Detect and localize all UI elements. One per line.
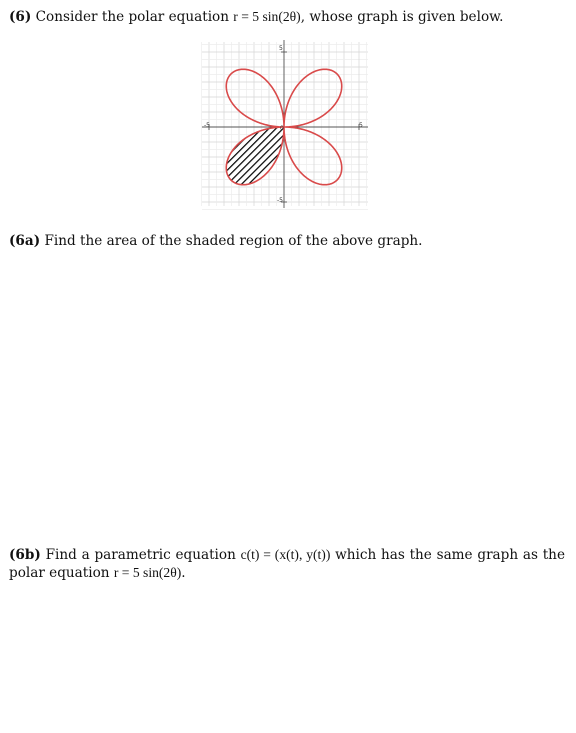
problem-6b-statement [9, 546, 565, 582]
y-pos-label: 5 [279, 45, 283, 52]
polar-graph-svg [198, 36, 374, 210]
problem-6b-equation: r = 5 sin(2θ) [113, 565, 182, 580]
problem-6a-text: Find the area of the shaded region of the above graph. [40, 233, 423, 249]
polar-rose-graph [198, 36, 374, 210]
x-neg-label: -5 [204, 122, 210, 129]
problem-6a-number: (6a) [9, 233, 41, 249]
problem-6-statement [9, 8, 503, 26]
problem-6b-text-after: . [181, 565, 186, 581]
problem-6b-text-before: Find a parametric equation [40, 547, 241, 563]
problem-6b-text-mid: which has the same graph as the polar equation [9, 547, 565, 581]
problem-6-number: (6) [9, 9, 32, 25]
x-pos-label: 5 [359, 122, 363, 129]
problem-6-equation: r = 5 sin(2θ) [233, 9, 301, 24]
problem-6-text-after: , whose graph is given below. [300, 9, 504, 25]
origin-label: 0 [280, 125, 284, 132]
problem-6b-number: (6b) [9, 547, 41, 563]
problem-6a-statement [9, 232, 423, 250]
y-neg-label: -5 [277, 197, 283, 204]
shaded-petal-region [226, 127, 284, 185]
problem-6-text-before: Consider the polar equation [31, 9, 234, 25]
problem-6b-param-eq: c(t) = (x(t), y(t)) [240, 547, 331, 562]
axes [202, 40, 368, 208]
